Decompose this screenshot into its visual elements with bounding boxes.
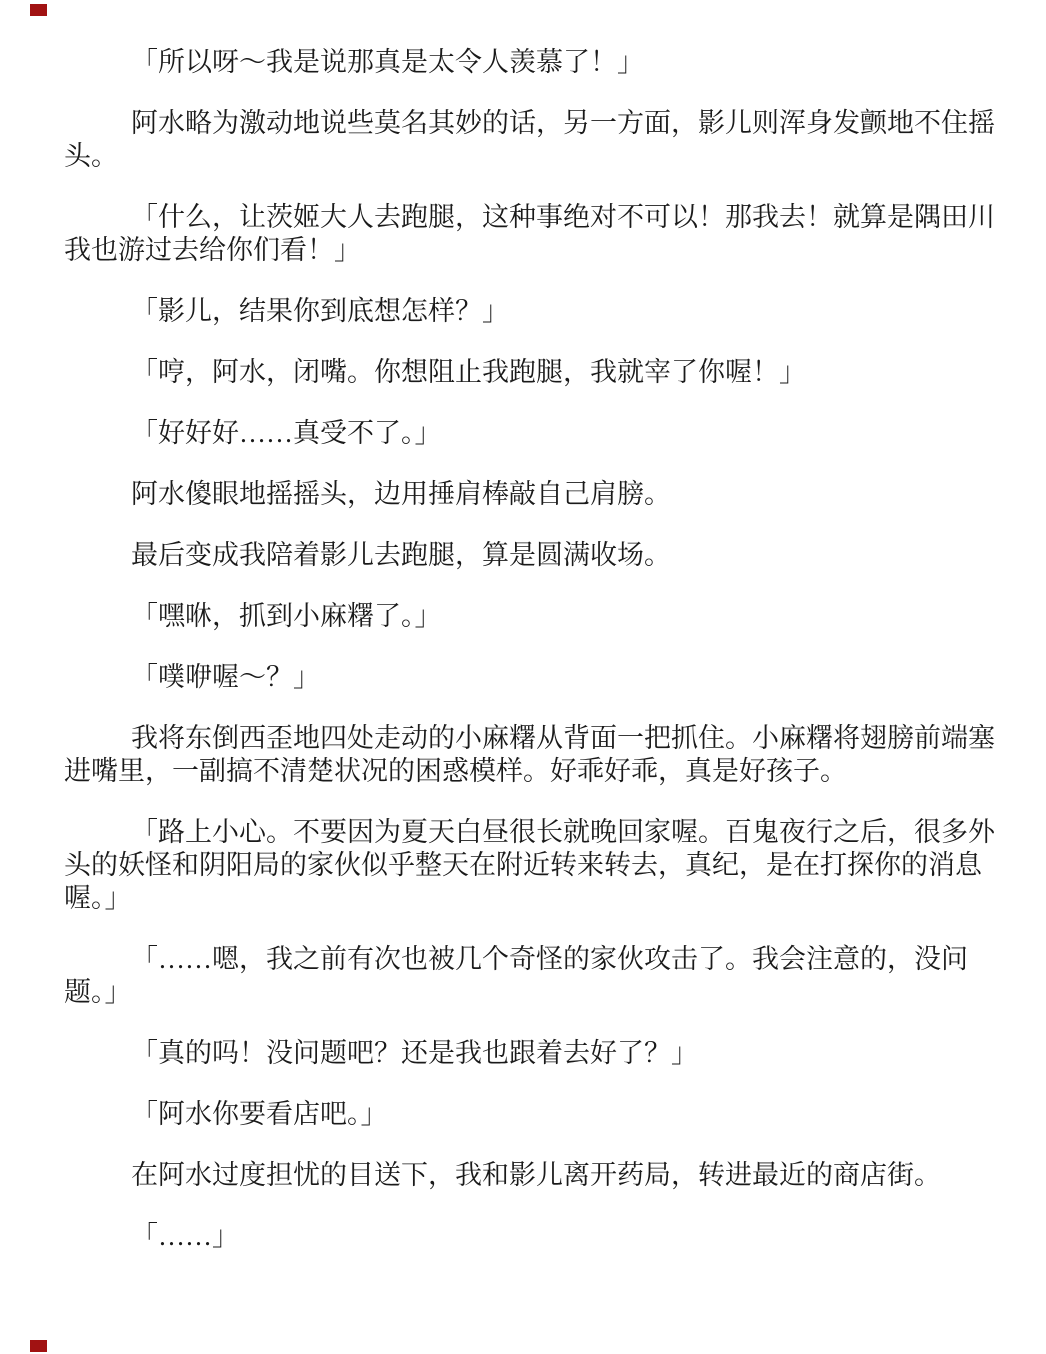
text-line: 我将东倒西歪地四处走动的小麻糬从背面一把抓住。小麻糬将翅膀前端塞 — [131, 723, 995, 753]
text-line: 「嘿咻，抓到小麻糬了。」 — [131, 601, 442, 631]
paragraph — [64, 661, 990, 694]
text-line: 「真的吗！没问题吧？还是我也跟着去好了？」 — [131, 1038, 698, 1068]
text-line: 头的妖怪和阴阳局的家伙似乎整天在附近转来转去，真纪，是在打探你的消息 — [64, 850, 982, 880]
text-line: 「噗咿喔～？」 — [131, 662, 320, 692]
paragraph — [64, 1159, 990, 1192]
paragraph — [64, 46, 990, 79]
paragraph — [64, 600, 990, 633]
text-line: 喔。」 — [64, 883, 132, 913]
text-line: 「阿水你要看店吧。」 — [131, 1099, 388, 1129]
paragraph — [64, 295, 990, 328]
text-line: 「什么，让茨姬大人去跑腿，这种事绝对不可以！那我去！就算是隅田川 — [131, 202, 995, 232]
text-line: 「好好好……真受不了。」 — [131, 418, 442, 448]
text-line: 「……」 — [131, 1221, 239, 1251]
text-line: 在阿水过度担忧的目送下，我和影儿离开药局，转进最近的商店街。 — [131, 1160, 941, 1190]
text-line: 「哼，阿水，闭嘴。你想阻止我跑腿，我就宰了你喔！」 — [131, 357, 806, 387]
paragraph — [64, 417, 990, 450]
paragraph — [64, 943, 990, 1009]
paragraph — [64, 816, 995, 915]
text-line: 「路上小心。不要因为夏天白昼很长就晚回家喔。百鬼夜行之后，很多外 — [131, 817, 995, 847]
paragraph — [64, 1037, 990, 1070]
paragraph — [64, 722, 995, 788]
text-line: 阿水略为激动地说些莫名其妙的话，另一方面，影儿则浑身发颤地不住摇 — [131, 108, 995, 138]
text-line: 头。 — [64, 141, 118, 171]
text-line: 进嘴里，一副搞不清楚状况的困惑模样。好乖好乖，真是好孩子。 — [64, 756, 847, 786]
paragraph — [64, 539, 990, 572]
paragraph — [64, 107, 995, 173]
page-marker-bottom — [30, 1340, 47, 1352]
text-line: 「……嗯，我之前有次也被几个奇怪的家伙攻击了。我会注意的，没问 — [131, 944, 968, 974]
paragraph — [64, 201, 995, 267]
text-line: 最后变成我陪着影儿去跑腿，算是圆满收场。 — [131, 540, 671, 570]
paragraph — [64, 478, 990, 511]
paragraph — [64, 1220, 990, 1253]
text-line: 「影儿，结果你到底想怎样？」 — [131, 296, 509, 326]
text-line: 阿水傻眼地摇摇头，边用捶肩棒敲自己肩膀。 — [131, 479, 671, 509]
page-marker-top — [30, 4, 47, 16]
text-line: 「所以呀～我是说那真是太令人羡慕了！」 — [131, 47, 644, 77]
paragraph — [64, 1098, 990, 1131]
text-line: 我也游过去给你们看！」 — [64, 235, 361, 265]
text-line: 题。」 — [64, 977, 132, 1007]
paragraph — [64, 356, 990, 389]
